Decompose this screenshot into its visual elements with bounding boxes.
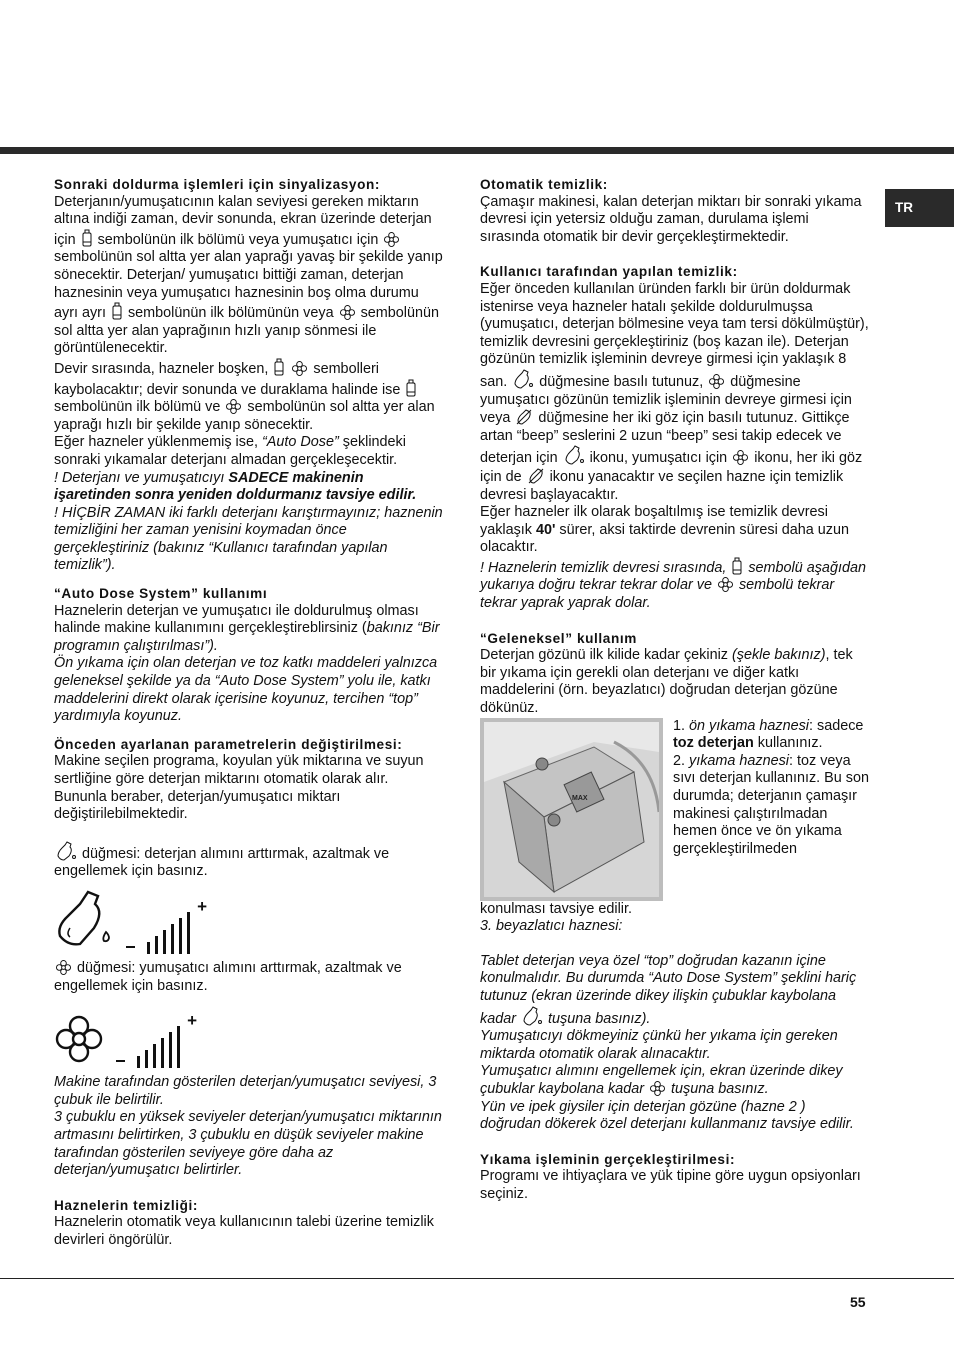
level-bar <box>153 1044 156 1068</box>
paragraph-cleaning-duration: Eğer hazneler ilk olarak boşaltılmış ise temizlik devresi yaklaşık 40' sürer, aksi taktirde devrenin süresi daha uzun olacaktır. <box>480 504 849 556</box>
header-rule <box>0 147 954 154</box>
paragraph-tablet: Tablet deterjan veya özel “top” doğrudan kazanın içine konulmalıdır. Bu durumda “Auto Dose System” şeklini hariç tutunuz (ekran üzerinde dikey ilişkin çubuklar kaybolana kadar tuşuna basınız). <box>480 952 857 1027</box>
detergent-drawer-photo <box>480 718 663 901</box>
softener-level-display <box>54 1000 444 1068</box>
combined-icon <box>528 468 544 484</box>
heading-dispenser-cleaning: Haznelerin temizliği: <box>54 1197 199 1213</box>
paragraph-wool-silk: Yün ve ipek giysiler için deterjan gözüne (hazne 2 ) doğrudan dökerek özel deterjanı kullanmanız tavsiye edilir. <box>480 1098 854 1133</box>
detergent-level-display <box>54 886 444 954</box>
bottle-level-icon <box>112 302 122 320</box>
paragraph-auto-dose-usage: Haznelerin deterjan ve yumuşatıcı ile doldurulmuş olması halinde makine kullanımını gerçekleştireblirsiniz (bakınız “Bir programın çalıştırılması”). <box>54 602 440 654</box>
softener-level-bars <box>116 1011 197 1068</box>
detergent-level-bars <box>126 896 207 954</box>
level-bar <box>171 924 174 954</box>
paragraph-detergent-button: düğmesi: deterjan alımını arttırmak, azaltmak ve engellemek için basınız. <box>54 841 444 881</box>
heading-automatic-cleaning: Otomatik temizlik: <box>480 177 608 192</box>
level-bar <box>145 1050 148 1068</box>
list-item-bleach: 3. beyazlatıcı haznesi: <box>480 918 623 935</box>
bottle-level-icon <box>732 557 742 575</box>
paragraph-level-bars: Makine tarafından gösterilen deterjan/yumuşatıcı seviyesi, 3 çubuk ile belirtilir. <box>54 1074 437 1108</box>
paragraph-preset-parameters: Makine seçilen programa, koyulan yük miktarına ve suyun sertliğine göre deterjan miktarını otomatik olarak alır. Bununla beraber, deterjan/yumuşatıcı miktarı değiştirilebilmektedir. <box>54 753 424 823</box>
right-column <box>480 176 870 1204</box>
heading-user-cleaning: Kullanıcı tarafından yapılan temizlik: <box>480 264 738 280</box>
bottle-level-icon <box>274 358 284 376</box>
flower-icon <box>340 305 355 320</box>
paragraph-prewash: Ön yıkama için olan deterjan ve toz katkı maddeleri yalnızca geleneksel şekilde ya da “Auto Dose System” yolu ile, katkı maddelerini direkt olarak içerisine koyunuz, tercihen “top” yardımıyla koyunuz. <box>54 655 438 725</box>
heading-traditional-usage: “Geleneksel” kullanım <box>480 630 637 646</box>
heading-refill-signal: Sonraki doldurma işlemleri için sinyalizasyon: <box>54 177 381 192</box>
list-item-prewash: 1. ön yıkama haznesi: sadece toz deterjan kullanınız. <box>673 717 864 752</box>
paragraph-perform-wash: Programı ve ihtiyaçlara ve yük tipine göre uygun opsiyonları seçiniz. <box>480 1168 861 1202</box>
minus-sign <box>126 946 135 948</box>
level-bar <box>137 1056 140 1068</box>
level-bar <box>177 1026 180 1068</box>
heading-perform-wash: Yıkama işleminin gerçekleştirilmesi: <box>480 1151 736 1167</box>
bottle-level-icon <box>406 379 416 397</box>
compartment-list <box>673 718 870 901</box>
level-bar <box>147 942 150 954</box>
level-bar <box>161 1038 164 1068</box>
paragraph-not-loaded: Eğer hazneler yüklenmemiş ise, “Auto Dose” şeklindeki sonraki yıkamalar deterjanı almadan gerçekleşecektir. <box>54 434 406 468</box>
plus-sign: + <box>187 1011 197 1031</box>
level-bar <box>169 1032 172 1068</box>
bottle-level-icon <box>82 229 92 247</box>
list-item-wash-cont: konulması tavsiye edilir. <box>480 900 632 917</box>
svg-text:MAX: MAX <box>572 794 588 802</box>
footer-rule <box>0 1278 954 1279</box>
paragraph-level-meaning: 3 çubuklu en yüksek seviyeler deterjan/yumuşatıcı miktarının artmasını belirtirken, 3 çubuklu en düşük seviyeler makine tarafından gösterilen seviyeye göre daha az deterjan/yumuşatıcı belirtirler. <box>54 1109 442 1179</box>
drawer-figure-block <box>480 718 870 901</box>
paragraph-softener-auto: Yumuşatıcıyı dökmeyiniz çünkü her yıkama için gereken miktarda otomatik olarak alınacaktır. <box>480 1028 838 1062</box>
paragraph-automatic-cleaning: Çamaşır makinesi, kalan deterjan miktarı bir sonraki yıkama devresi için yetersiz olduğu zaman, durulama işlemi sırasında otomatik bir devir gerçekleştirmektedir. <box>480 193 862 245</box>
paragraph-traditional-usage: Deterjan gözünü ilk kilide kadar çekiniz (şekle bakınız), tek bir yıkama için gerekli olan deterjanı ve diğer katkı maddelerini (örn. beyazlatıcı) doğrudan deterjan gözüne dökünüz. <box>480 647 853 717</box>
flower-icon <box>56 960 71 975</box>
heading-auto-dose-usage: “Auto Dose System” kullanımı <box>54 586 268 602</box>
paragraph-softener-disable: Yumuşatıcı alımını engellemek için, ekran üzerinde dikey çubuklar kaybolana kadar tuşuna basınız. <box>480 1063 843 1097</box>
plus-sign: + <box>197 896 207 916</box>
flower-icon <box>292 361 307 376</box>
combined-icon <box>516 409 532 425</box>
flower-icon <box>650 1081 665 1096</box>
level-bar <box>163 930 166 954</box>
paragraph-user-cleaning: Eğer önceden kullanılan üründen farklı bir ürün doldurmak istenirse veya hazneler hatalı şekilde doldurulmuşsa (yumuşatıcı, deterjan bölmesine veya tam tersi dökülmüştür), temizlik devresini gerçekleştiriniz (boş kazan ile). Deterjan gözünün temizlik işleminin devreye girmesi için yaklaşık 8 san. düğmesine basılı tutunuz, düğmesine yumuşatıcı gözünün temizlik işleminin devreye girmesi için veya düğmesine her iki göz için basılı tutunuz. Gittikçe artan “beep” seslerini 2 uzun “beep” sesi takip edecek ve deterjan için ikonu, yumuşatıcı için ikonu, her iki göz için de ikonu yanacaktır ve seçilen hazne için temizlik devresi başlayacaktır. <box>480 280 869 503</box>
flower-icon <box>226 399 241 414</box>
warning-cleaning-cycle: ! Haznelerin temizlik devresi sırasında, sembolü aşağıdan yukarıya doğru tekrar tekrar dolar ve sembolü tekrar tekrar yaprak yaprak dolar. <box>480 557 870 613</box>
heading-preset-parameters: Önceden ayarlanan parametrelerin değiştirilmesi: <box>54 736 403 752</box>
detergent-bottle-large-icon <box>54 890 114 954</box>
level-bar <box>179 918 182 954</box>
flower-icon <box>709 374 724 389</box>
level-bar <box>155 936 158 954</box>
detergent-bottle-icon <box>564 445 584 465</box>
flower-icon <box>733 450 748 465</box>
detergent-bottle-icon <box>56 841 76 861</box>
page-number: 55 <box>850 1294 866 1310</box>
list-item-wash: 2. yıkama haznesi: toz veya sıvı deterjan kullanınız. Bu son durumda; deterjanın çamaşır makinesi çalıştırılmadan hemen önce ve ön yıkama gerçekleştirilmeden <box>673 752 869 857</box>
detergent-bottle-icon <box>513 369 533 389</box>
paragraph-dispenser-cleaning: Haznelerin otomatik veya kullanıcının talebi üzerine temizlik devirleri öngörülür. <box>54 1214 434 1248</box>
warning-never-mix: ! HİÇBİR ZAMAN iki farklı deterjanı karıştırmayınız; haznenin temizliğini her zaman yenisini koymadan önce gerçekleştiriniz (bakınız “Kullanıcı tarafından yapılan temizlik”). <box>54 504 443 574</box>
detergent-bottle-icon <box>522 1006 542 1026</box>
flower-large-icon <box>54 1015 104 1069</box>
flower-icon <box>718 577 733 592</box>
level-bar <box>187 912 190 954</box>
paragraph-softener-button: düğmesi: yumuşatıcı alımını arttırmak, azaltmak ve engellemek için basınız. <box>54 959 402 994</box>
minus-sign <box>116 1060 125 1062</box>
left-column <box>54 176 444 1250</box>
warning-refill: ! Deterjanı ve yumuşatıcıyı SADECE makinenin işaretinden sonra yeniden doldurmanız tavsiye edilir. <box>54 469 417 504</box>
language-tab: TR <box>885 189 954 227</box>
flower-icon <box>384 232 399 247</box>
paragraph-refill-signal: Deterjanın/yumuşatıcının kalan seviyesi gereken miktarın altına indiği zaman, devir sonunda, ekran üzerinde deterjan için sembolünün ilk bölümü veya yumuşatıcı için sembolünün sol altta yer alan yaprağı yavaş bir şekilde yanıp sönecektir. Deterjan/ yumuşatıcı bittiği zaman, deterjan haznesinin veya yumuşatıcı haznesinin boş olma durumu ayrı ayrı sembolünün ilk bölümünün veya sembolünün sol altta yer alan yaprağının hızlı yanıp sönmesi ile görüntülenecektir. <box>54 193 443 357</box>
paragraph-during-cycle: Devir sırasında, hazneler boşken, sembolleri kaybolacaktır; devir sonunda ve duraklama halinde ise sembolünün ilk bölümü ve sembolünün sol altta yer alan yaprağı hızlı bir şekilde yanıp sönecektir. <box>54 358 444 434</box>
